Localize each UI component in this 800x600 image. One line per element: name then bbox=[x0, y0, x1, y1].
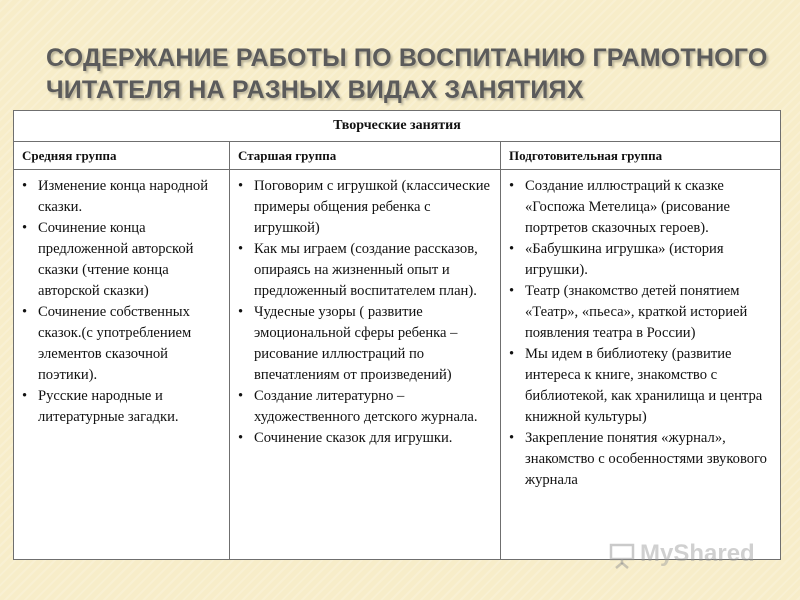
column-preparatory-group bbox=[501, 170, 781, 560]
bullet-icon: • bbox=[22, 178, 28, 194]
bullet-icon: • bbox=[22, 220, 28, 236]
bullet-icon: • bbox=[509, 346, 515, 362]
bullet-icon: • bbox=[509, 241, 515, 257]
senior-group-list bbox=[238, 176, 494, 449]
column-heading-preparatory-group: Подготовительная группа bbox=[501, 142, 781, 170]
list-item: • Поговорим с игрушкой (классические примеры общения ребенка с игрушкой) bbox=[238, 178, 491, 236]
bullet-icon: • bbox=[22, 304, 28, 320]
column-senior-group bbox=[230, 170, 501, 560]
list-item: • Русские народные и литературные загадки. bbox=[22, 388, 179, 425]
column-heading-senior-group: Старшая группа bbox=[230, 142, 501, 170]
list-item: • Сочинение сказок для игрушки. bbox=[238, 428, 494, 449]
bullet-icon: • bbox=[238, 304, 244, 320]
activities-table-grid bbox=[13, 110, 781, 560]
bullet-icon: • bbox=[22, 388, 28, 404]
bullet-icon: • bbox=[238, 430, 244, 446]
list-item: • Как мы играем (создание рассказов, опираясь на жизненный опыт и предложенный воспитателем план). bbox=[238, 241, 478, 299]
title-line-1: СОДЕРЖАНИЕ РАБОТЫ ПО ВОСПИТАНИЮ ГРАМОТНОГО bbox=[46, 44, 768, 72]
list-item: • Мы идем в библиотеку (развитие интереса к книге, знакомство с библиотекой, как хранилища и центра книжной культуры) bbox=[509, 346, 763, 425]
list-item: • Создание иллюстраций к сказке «Госпожа Метелица» (рисование портретов сказочных героев). bbox=[509, 178, 730, 236]
bullet-icon: • bbox=[509, 178, 515, 194]
list-item: • Создание литературно – художественного детского журнала. bbox=[238, 388, 478, 425]
bullet-icon: • bbox=[238, 388, 244, 404]
list-item: • Сочинение собственных сказок.(с употреблением элементов сказочной поэтики). bbox=[22, 304, 192, 383]
column-heading-middle-group: Средняя группа bbox=[14, 142, 230, 170]
list-item: • Чудесные узоры ( развитие эмоциональной сферы ребенка – рисование иллюстраций по впечатлениям от произведений) bbox=[238, 304, 458, 383]
list-item: • Сочинение конца предложенной авторской сказки (чтение конца авторской сказки) bbox=[22, 220, 194, 299]
slide-title bbox=[46, 42, 786, 106]
bullet-icon: • bbox=[238, 241, 244, 257]
activities-table bbox=[13, 110, 780, 560]
bullet-icon: • bbox=[509, 283, 515, 299]
bullet-icon: • bbox=[509, 430, 515, 446]
watermark-text: MyShared bbox=[640, 540, 755, 567]
presentation-icon bbox=[608, 542, 636, 570]
list-item: • «Бабушкина игрушка» (история игрушки). bbox=[509, 241, 724, 278]
title-line-2: ЧИТАТЕЛЯ НА РАЗНЫХ ВИДАХ ЗАНЯТИЯХ bbox=[46, 76, 584, 104]
table-header: Творческие занятия bbox=[14, 111, 781, 142]
list-item: • Театр (знакомство детей понятием «Театр», «пьеса», краткой историей появления театра в России) bbox=[509, 283, 748, 341]
middle-group-list bbox=[22, 176, 223, 428]
column-middle-group bbox=[14, 170, 230, 560]
preparatory-group-list bbox=[509, 176, 774, 491]
list-item: • Изменение конца народной сказки. bbox=[22, 178, 209, 215]
bullet-icon: • bbox=[238, 178, 244, 194]
list-item: • Закрепление понятия «журнал», знакомство с особенностями звукового журнала bbox=[509, 430, 767, 488]
watermark bbox=[608, 536, 778, 576]
